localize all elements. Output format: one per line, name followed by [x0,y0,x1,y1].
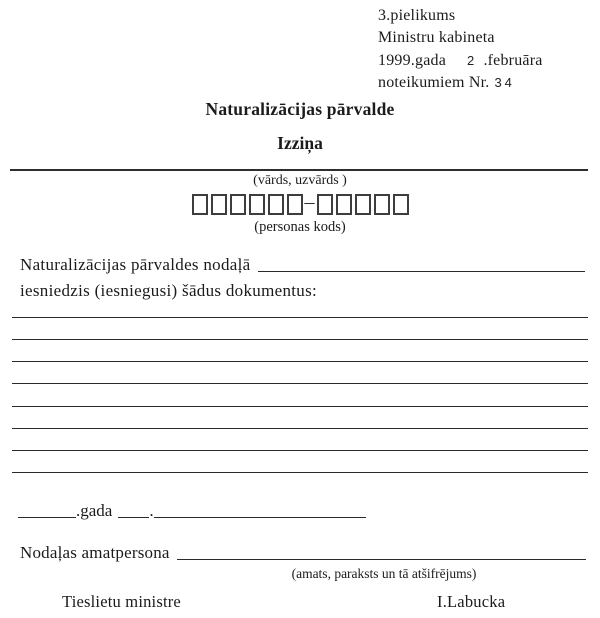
form-title: Naturalizācijas pārvalde [205,99,395,119]
annex-regulation-number: 34 [494,75,515,91]
annex-year-label: 1999.gada [378,51,447,69]
blank-line [12,361,588,362]
official-signature-blank [177,559,586,560]
office-line [20,255,585,275]
blank-line [12,472,588,473]
annex-line-1: 3.pielikums [378,7,456,24]
annex-line-4 [378,72,543,94]
name-caption: (vārds, uzvārds ) [253,173,347,188]
personal-code-caption: (personas kods) [254,219,346,235]
document-lines [12,317,588,479]
date-month-blank [154,517,366,518]
personal-code-box [317,194,333,215]
annex-regulation-label: noteikumiem Nr. [378,74,490,92]
annex-block [378,5,543,95]
annex-day-value: 2 [467,52,475,68]
annex-line-3 [378,50,543,72]
personal-code-box [192,194,208,215]
official-label: Nodaļas amatpersona [20,543,170,562]
office-blank [258,271,586,272]
personal-code-left-group [192,194,303,215]
blank-line [12,317,588,318]
personal-code-box [336,194,352,215]
minister-title: Tieslietu ministre [62,592,181,611]
personal-code-row [0,191,600,215]
name-blank-line [10,169,588,171]
personal-code-box [393,194,409,215]
personal-code-box [268,194,284,215]
annex-month-label: .februāra [483,51,543,69]
annex-line-2: Ministru kabineta [378,29,495,47]
blank-line [12,339,588,340]
personal-code-box [249,194,265,215]
minister-name: I.Labucka [437,592,506,611]
form-subtitle: Izziņa [277,133,323,153]
date-year-blank [18,517,76,518]
official-caption: (amats, paraksts un tā atšifrējums) [291,566,477,581]
official-line [20,543,586,563]
gada-label: .gada [76,501,113,520]
blank-line [12,383,588,384]
personal-code-box [287,194,303,215]
personal-code-box [355,194,371,215]
personal-code-separator: – [304,191,315,213]
office-label: Naturalizācijas pārvaldes nodaļā [20,255,251,274]
date-day-blank [118,517,149,518]
personal-code-box [230,194,246,215]
personal-code-box [211,194,227,215]
personal-code-right-group [317,194,409,215]
date-row [18,501,366,521]
documents-label: iesniedzis (iesniegusi) šādus dokumentus: [20,281,318,300]
blank-line [12,428,588,429]
blank-line [12,450,588,451]
personal-code-box [374,194,390,215]
date-dot: . [149,501,154,520]
blank-line [12,406,588,407]
